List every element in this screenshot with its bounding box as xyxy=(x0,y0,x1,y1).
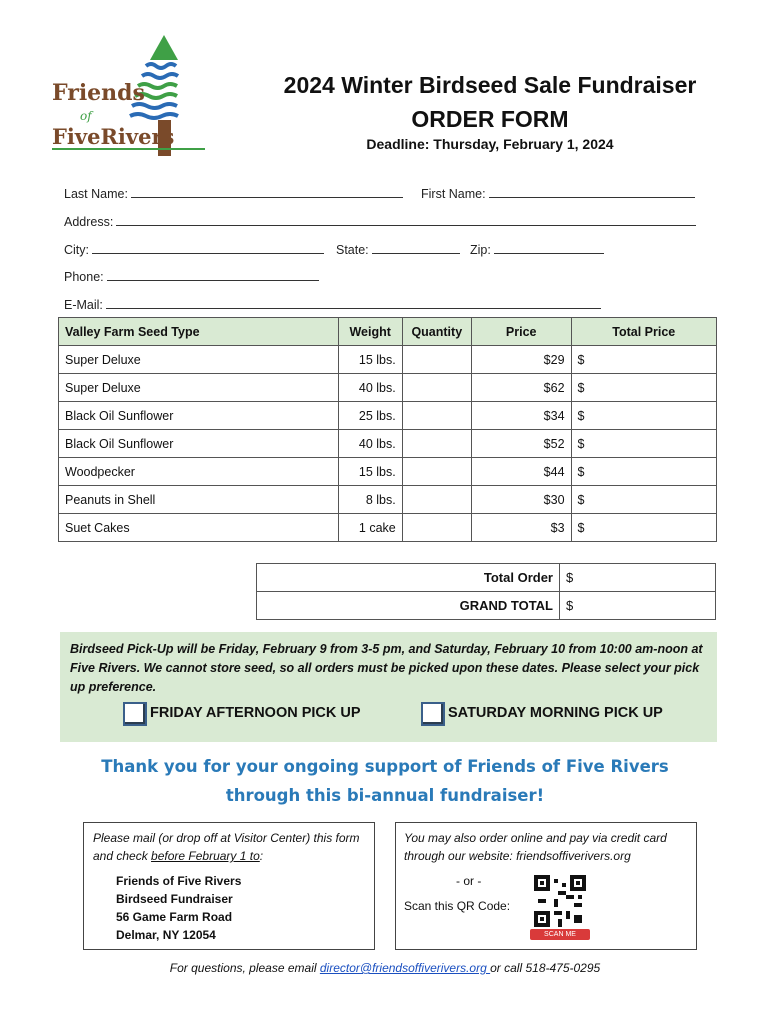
email-label: E-Mail: xyxy=(64,298,103,312)
table-row xyxy=(59,430,717,458)
or-separator: - or - xyxy=(456,874,482,888)
price-cell: $30 xyxy=(471,486,571,514)
mailing-address: Friends of Five Rivers Birdseed Fundraiser 56 Game Farm Road Delmar, NY 12054 xyxy=(116,874,242,942)
header-weight: Weight xyxy=(338,318,402,346)
state-field[interactable] xyxy=(336,241,460,257)
title-line-2: ORDER FORM xyxy=(411,106,569,132)
zip-field[interactable] xyxy=(470,241,604,257)
zip-label: Zip: xyxy=(470,243,491,257)
header-price: Price xyxy=(471,318,571,346)
price-cell: $52 xyxy=(471,430,571,458)
online-order-text: You may also order online and pay via credit card through our website: friendsoffiverivers.org xyxy=(404,831,667,863)
quantity-cell[interactable] xyxy=(402,346,471,374)
contact-email-link[interactable]: director@friendsoffiverivers.org xyxy=(319,961,491,975)
table-row xyxy=(59,402,717,430)
logo-text-of: of xyxy=(80,109,92,123)
address-label: Address: xyxy=(64,215,114,229)
header-seed-type: Valley Farm Seed Type xyxy=(59,318,339,346)
quantity-cell[interactable] xyxy=(402,402,471,430)
seed-type-cell: Woodpecker xyxy=(59,458,339,486)
last-name-field[interactable] xyxy=(64,185,403,201)
total-price-cell[interactable]: $ xyxy=(571,458,716,486)
total-order-row xyxy=(257,564,716,592)
friday-pickup-checkbox[interactable] xyxy=(123,702,147,726)
seed-type-cell: Black Oil Sunflower xyxy=(59,402,339,430)
table-row xyxy=(59,486,717,514)
order-table-header xyxy=(59,318,717,346)
price-cell: $34 xyxy=(471,402,571,430)
city-label: City: xyxy=(64,243,89,257)
first-name-label: First Name: xyxy=(421,187,486,201)
qr-code-icon[interactable] xyxy=(534,875,586,927)
thank-you-line-1: Thank you for your ongoing support of Friends of Five Rivers xyxy=(101,757,669,776)
total-price-cell[interactable]: $ xyxy=(571,374,716,402)
city-field[interactable] xyxy=(64,241,324,257)
deadline-text: Deadline: Thursday, February 1, 2024 xyxy=(366,136,614,152)
total-price-cell[interactable]: $ xyxy=(571,430,716,458)
scan-me-badge: SCAN ME xyxy=(530,929,590,940)
footer-contact: For questions, please email director@friendsoffiverivers.org or call 518-475-0295 xyxy=(169,961,601,975)
total-price-cell[interactable]: $ xyxy=(571,486,716,514)
header-total-price: Total Price xyxy=(571,318,716,346)
mail-instructions-box xyxy=(83,822,375,950)
seed-type-cell: Black Oil Sunflower xyxy=(59,430,339,458)
pickup-section xyxy=(60,632,717,742)
online-order-box xyxy=(395,822,697,950)
address-field[interactable] xyxy=(64,213,696,229)
weight-cell: 15 lbs. xyxy=(338,458,402,486)
total-price-cell[interactable]: $ xyxy=(571,402,716,430)
pickup-info-text: Birdseed Pick-Up will be Friday, February 9 from 3-5 pm, and Saturday, February 10 from 10:00 am-noon at Five Rivers. We cannot store seed, so all orders must be picked upon these dates. Please select your pick up preference. xyxy=(70,642,703,694)
title-line-1: 2024 Winter Birdseed Sale Fundraiser xyxy=(283,72,697,98)
form-title xyxy=(250,68,730,136)
mail-deadline-underlined: before February 1 to xyxy=(151,849,260,863)
header-quantity: Quantity xyxy=(402,318,471,346)
quantity-cell[interactable] xyxy=(402,458,471,486)
weight-cell: 15 lbs. xyxy=(338,346,402,374)
last-name-label: Last Name: xyxy=(64,187,128,201)
first-name-field[interactable] xyxy=(421,185,695,201)
price-cell: $44 xyxy=(471,458,571,486)
scan-qr-label: Scan this QR Code: xyxy=(404,899,511,913)
friday-pickup-label: FRIDAY AFTERNOON PICK UP xyxy=(150,705,361,721)
weight-cell: 25 lbs. xyxy=(338,402,402,430)
price-cell: $29 xyxy=(471,346,571,374)
total-order-label: Total Order xyxy=(257,564,560,592)
thank-you-line-2: through this bi-annual fundraiser! xyxy=(225,786,545,805)
quantity-cell[interactable] xyxy=(402,430,471,458)
logo-text-five-rivers: FiveRivers xyxy=(52,124,175,149)
thank-you-message xyxy=(100,752,670,810)
mail-instructions-text: Please mail (or drop off at Visitor Center) this form and check before February 1 to: xyxy=(93,831,360,863)
saturday-pickup-label: SATURDAY MORNING PICK UP xyxy=(448,705,663,721)
logo-text-friends: Friends xyxy=(52,80,145,106)
totals-table xyxy=(256,563,716,620)
weight-cell: 40 lbs. xyxy=(338,430,402,458)
grand-total-row xyxy=(257,592,716,620)
price-cell: $3 xyxy=(471,514,571,542)
table-row xyxy=(59,458,717,486)
price-cell: $62 xyxy=(471,374,571,402)
email-field[interactable] xyxy=(64,296,601,312)
total-order-value[interactable]: $ xyxy=(560,564,716,592)
weight-cell: 8 lbs. xyxy=(338,486,402,514)
quantity-cell[interactable] xyxy=(402,374,471,402)
grand-total-value[interactable]: $ xyxy=(560,592,716,620)
quantity-cell[interactable] xyxy=(402,486,471,514)
quantity-cell[interactable] xyxy=(402,514,471,542)
phone-label: Phone: xyxy=(64,270,104,284)
weight-cell: 40 lbs. xyxy=(338,374,402,402)
table-row xyxy=(59,346,717,374)
weight-cell: 1 cake xyxy=(338,514,402,542)
grand-total-label: GRAND TOTAL xyxy=(257,592,560,620)
total-price-cell[interactable]: $ xyxy=(571,514,716,542)
table-row xyxy=(59,514,717,542)
friends-of-five-rivers-logo xyxy=(50,30,210,160)
seed-type-cell: Super Deluxe xyxy=(59,346,339,374)
total-price-cell[interactable]: $ xyxy=(571,346,716,374)
table-row xyxy=(59,374,717,402)
seed-type-cell: Peanuts in Shell xyxy=(59,486,339,514)
state-label: State: xyxy=(336,243,369,257)
seed-type-cell: Suet Cakes xyxy=(59,514,339,542)
phone-field[interactable] xyxy=(64,268,319,284)
seed-type-cell: Super Deluxe xyxy=(59,374,339,402)
saturday-pickup-checkbox[interactable] xyxy=(421,702,445,726)
order-table xyxy=(58,317,717,542)
